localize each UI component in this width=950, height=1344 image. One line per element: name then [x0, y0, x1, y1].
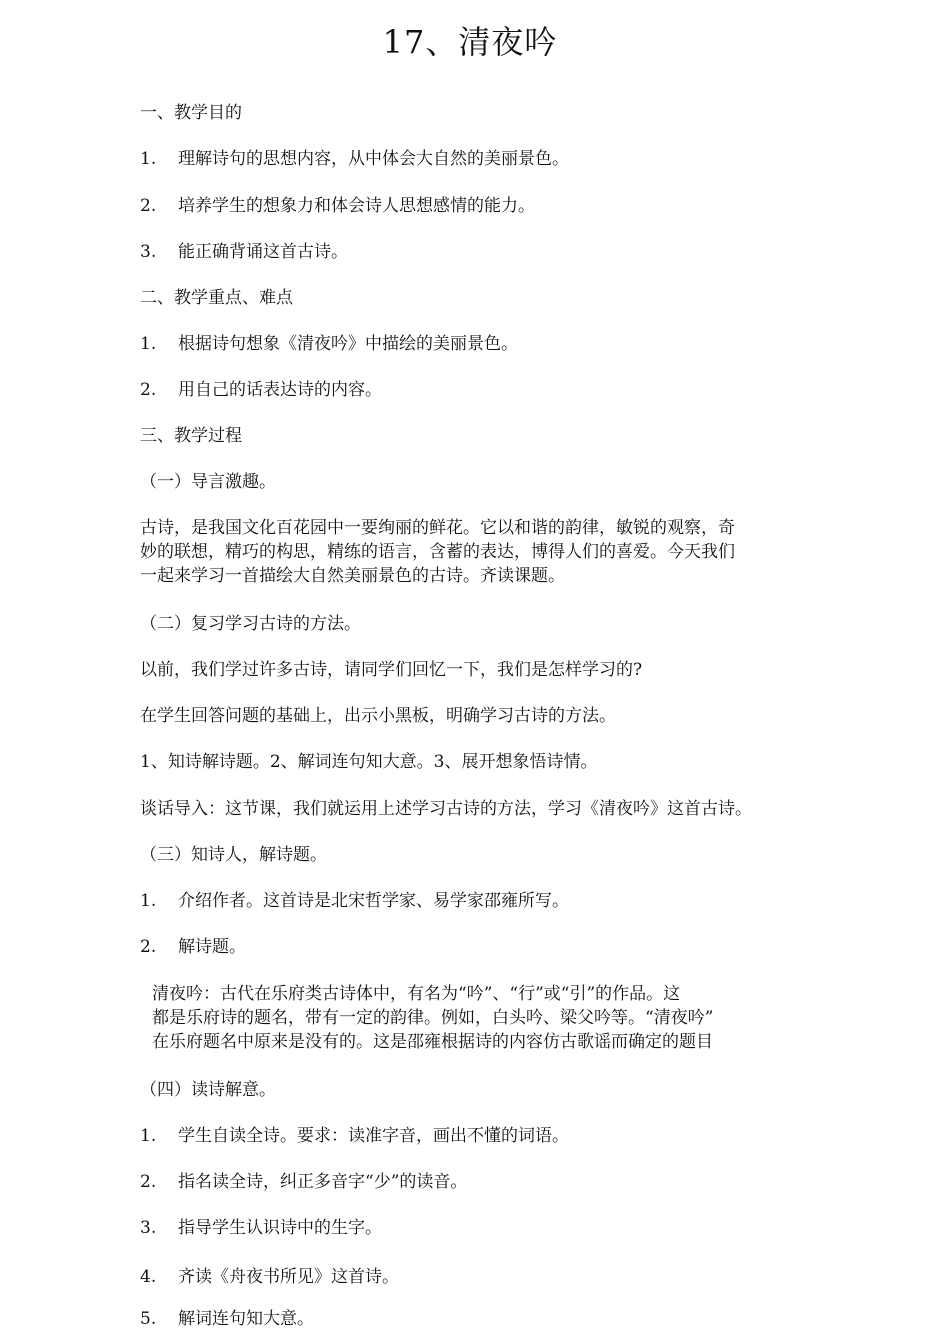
paragraph-line: 妙的联想，精巧的构思，精练的语言，含蓄的表达，博得人们的喜爱。今天我们: [140, 542, 735, 562]
subsection-heading-reading: （四）读诗解意。: [140, 1080, 276, 1100]
list-text: 解诗题。: [178, 937, 246, 957]
list-item: [140, 1170, 467, 1194]
subsection-heading-review: （二）复习学习古诗的方法。: [140, 614, 361, 634]
list-text: 理解诗句的思想内容，从中体会大自然的美丽景色。: [178, 149, 569, 169]
list-text: 培养学生的想象力和体会诗人思想感情的能力。: [178, 196, 535, 216]
list-item: [140, 147, 569, 171]
list-text: 解词连句知大意。: [178, 1309, 314, 1329]
intro-paragraph: [140, 516, 735, 588]
list-number: 5.: [140, 1309, 157, 1329]
list-number: 2.: [140, 937, 157, 957]
list-number: 2.: [140, 196, 157, 216]
paragraph-line: 以前，我们学过许多古诗，请同学们回忆一下，我们是怎样学习的?: [140, 660, 643, 680]
list-item: [140, 194, 535, 218]
paragraph-line: 古诗，是我国文化百花园中一要绚丽的鲜花。它以和谐的韵律，敏锐的观察，奇: [140, 518, 735, 538]
paragraph-line: 在乐府题名中原来是没有的。这是邵雍根据诗的内容仿古歌谣而确定的题目: [152, 1032, 713, 1052]
list-item: [140, 935, 246, 959]
list-number: 3.: [140, 242, 157, 262]
subsection-heading-intro: （一）导言激趣。: [140, 472, 276, 492]
list-item: [140, 1307, 314, 1331]
section-heading-teaching-goals: 一、教学目的: [140, 103, 242, 123]
paragraph-line: 1、知诗解诗题。2、解词连句知大意。3、展开想象悟诗情。: [140, 752, 598, 772]
list-item: [140, 1216, 382, 1240]
list-item: [140, 889, 569, 913]
list-number: 1.: [140, 149, 157, 169]
title-explanation-paragraph: [152, 982, 713, 1054]
list-item: [140, 1265, 399, 1289]
paragraph-line: 清夜吟：古代在乐府类古诗体中，有名为“吟”、“行”或“引”的作品。这: [152, 984, 681, 1004]
section-heading-teaching-process: 三、教学过程: [140, 426, 242, 446]
list-text: 学生自读全诗。要求：读准字音，画出不懂的词语。: [178, 1126, 569, 1146]
list-text: 指名读全诗，纠正多音字“少”的读音。: [178, 1172, 468, 1192]
paragraph-line: 都是乐府诗的题名，带有一定的韵律。例如，白头吟、梁父吟等。“清夜吟”: [152, 1008, 714, 1028]
list-number: 1.: [140, 891, 157, 911]
subsection-heading-poet: （三）知诗人，解诗题。: [140, 845, 327, 865]
list-number: 1.: [140, 334, 157, 354]
list-text: 齐读《舟夜书所见》这首诗。: [178, 1267, 399, 1287]
list-number: 2.: [140, 380, 157, 400]
list-item: [140, 1124, 569, 1148]
list-text: 根据诗句想象《清夜吟》中描绘的美丽景色。: [178, 334, 518, 354]
list-item: [140, 240, 348, 264]
paragraph-line: 一起来学习一首描绘大自然美丽景色的古诗。齐读课题。: [140, 566, 565, 586]
list-text: 用自己的话表达诗的内容。: [178, 380, 382, 400]
list-text: 介绍作者。这首诗是北宋哲学家、易学家邵雍所写。: [178, 891, 569, 911]
list-number: 4.: [140, 1267, 157, 1287]
list-item: [140, 378, 382, 402]
list-number: 3.: [140, 1218, 157, 1238]
list-item: [140, 332, 518, 356]
document-title: 17、清夜吟: [382, 23, 558, 61]
section-heading-key-points: 二、教学重点、难点: [140, 288, 293, 308]
paragraph-line: 谈话导入：这节课，我们就运用上述学习古诗的方法，学习《清夜吟》这首古诗。: [140, 799, 752, 819]
list-text: 指导学生认识诗中的生字。: [178, 1218, 382, 1238]
list-number: 1.: [140, 1126, 157, 1146]
list-text: 能正确背诵这首古诗。: [178, 242, 348, 262]
paragraph-line: 在学生回答问题的基础上，出示小黑板，明确学习古诗的方法。: [140, 706, 616, 726]
list-number: 2.: [140, 1172, 157, 1192]
